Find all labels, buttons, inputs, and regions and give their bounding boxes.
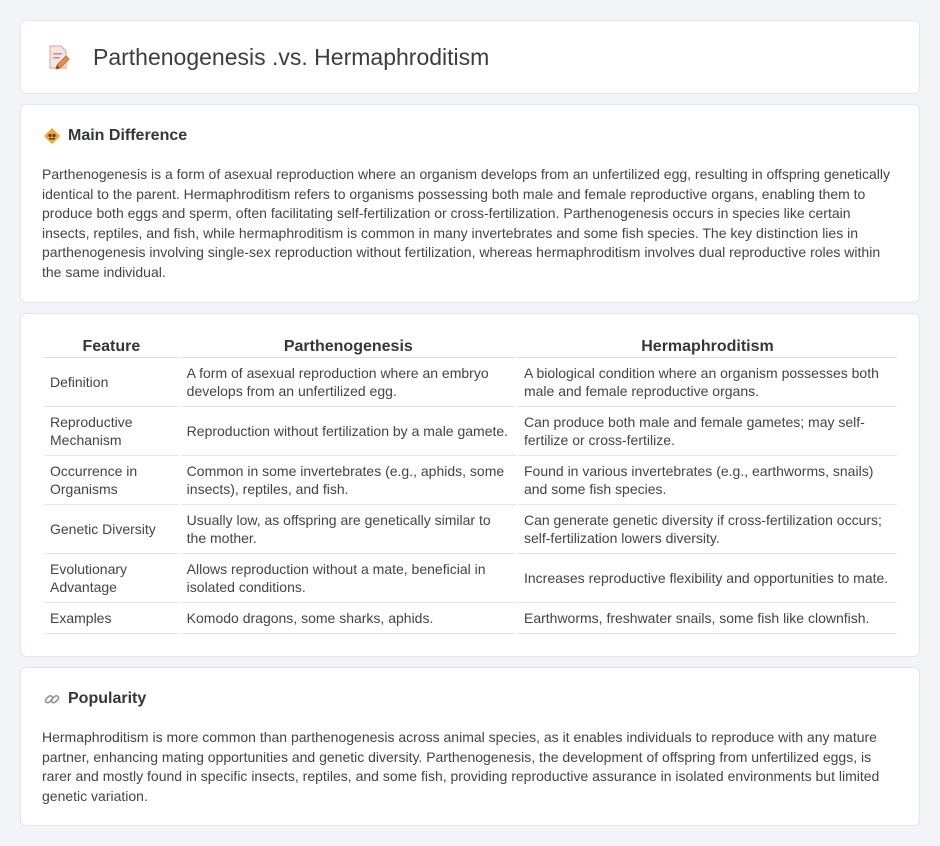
- row-feature: Genetic Diversity: [44, 505, 179, 554]
- main-difference-card: [20, 104, 920, 303]
- popularity-heading-row: [43, 690, 146, 708]
- row-feature: Examples: [44, 603, 179, 634]
- main-difference-heading: Main Difference: [68, 127, 188, 144]
- row-hermaphroditism: Earthworms, freshwater snails, some fish like clownfish.: [518, 603, 897, 634]
- main-difference-heading-row: [43, 127, 187, 145]
- row-hermaphroditism: Can produce both male and female gametes; may self-fertilize or cross-fertilize.: [518, 407, 897, 456]
- header-feature: Feature: [44, 336, 179, 358]
- row-hermaphroditism: Can generate genetic diversity if cross-fertilization occurs; self-fertilization lowers diversity.: [518, 505, 897, 554]
- row-parthenogenesis: Common in some invertebrates (e.g., aphids, some insects), reptiles, and fish.: [181, 456, 516, 505]
- table-header-row: [44, 336, 897, 358]
- header-card: [20, 20, 920, 94]
- row-parthenogenesis: Usually low, as offspring are genetically similar to the mother.: [181, 505, 516, 554]
- row-feature: Definition: [44, 358, 179, 407]
- row-hermaphroditism: A biological condition where an organism possesses both male and female reproductive organs.: [518, 358, 897, 407]
- row-hermaphroditism: Found in various invertebrates (e.g., earthworms, snails) and some fish species.: [518, 456, 897, 505]
- main-difference-text: Parthenogenesis is a form of asexual reproduction where an organism develops from an unfertilized egg, resulting in offspring genetically identical to the parent. Hermaphroditism refers to organisms possessing both male and female reproductive organs, enabling them to produce both eggs and sperm, often facilitating self-fertilization or cross-fertilization. Parthenogenesis occurs in species like certain insects, reptiles, and fish, while hermaphroditism is common in many invertebrates and some fish species. The key distinction lies in parthenogenesis involving single-sex reproduction without fertilization, whereas hermaphroditism involves dual reproductive roles within the same individual.: [42, 166, 890, 280]
- row-parthenogenesis: Allows reproduction without a mate, beneficial in isolated conditions.: [181, 554, 516, 603]
- row-parthenogenesis: Reproduction without fertilization by a male gamete.: [181, 407, 516, 456]
- table-row: [44, 456, 897, 505]
- page-title: Parthenogenesis .vs. Hermaphroditism: [93, 43, 490, 70]
- row-parthenogenesis: A form of asexual reproduction where an embryo develops from an unfertilized egg.: [181, 358, 516, 407]
- header-hermaphroditism: Hermaphroditism: [518, 336, 897, 358]
- diamond-warning-icon: [43, 127, 61, 145]
- comparison-table: [42, 336, 899, 634]
- document-edit-icon: [47, 44, 71, 70]
- row-feature: Occurrence in Organisms: [44, 456, 179, 505]
- table-row: [44, 603, 897, 634]
- table-row: [44, 358, 897, 407]
- header-parthenogenesis: Parthenogenesis: [181, 336, 516, 358]
- row-feature: Evolutionary Advantage: [44, 554, 179, 603]
- table-row: [44, 407, 897, 456]
- popularity-heading: Popularity: [68, 690, 147, 707]
- row-hermaphroditism: Increases reproductive flexibility and opportunities to mate.: [518, 554, 897, 603]
- table-row: [44, 554, 897, 603]
- table-row: [44, 505, 897, 554]
- row-feature: Reproductive Mechanism: [44, 407, 179, 456]
- popularity-text: Hermaphroditism is more common than parthenogenesis across animal species, as it enables individuals to reproduce with any mature partner, enhancing mating opportunities and genetic diversity. Parthenogenesis, the development of offspring from unfertilized eggs, is rarer and mostly found in specific insects, reptiles, and some fish, providing reproductive assurance in isolated environments but limited genetic variation.: [42, 729, 880, 804]
- comparison-card: [20, 313, 920, 657]
- row-parthenogenesis: Komodo dragons, some sharks, aphids.: [181, 603, 516, 634]
- popularity-card: [20, 667, 920, 826]
- link-icon: [43, 690, 61, 708]
